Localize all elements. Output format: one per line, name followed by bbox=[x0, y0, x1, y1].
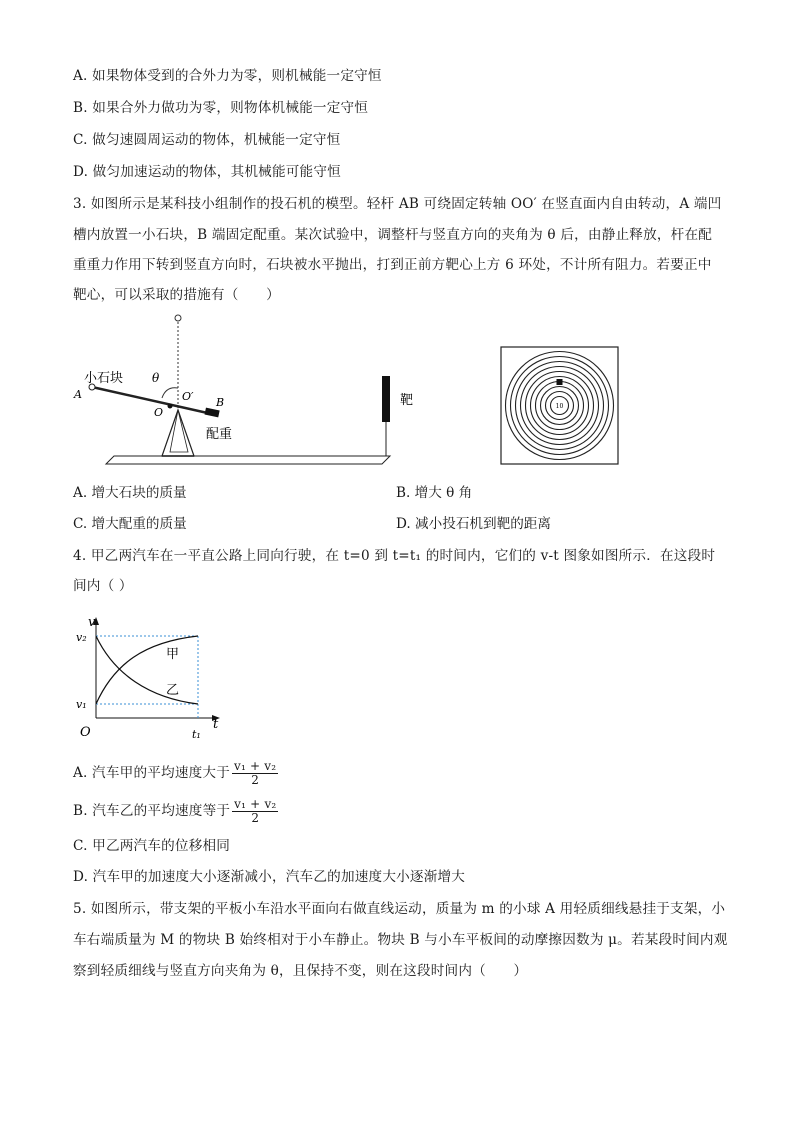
q4-stem-line-1: 4. 甲乙两汽车在一平直公路上同向行驶，在 t=0 到 t=t₁ 的时间内，它们的 v-t 图象如图所示．在这段时 bbox=[73, 548, 716, 564]
target-rings-figure bbox=[500, 346, 620, 466]
theta-arc bbox=[162, 388, 178, 398]
q4-option-b-text: B. 汽车乙的平均速度等于 bbox=[73, 803, 231, 819]
origin-label: O bbox=[80, 725, 91, 740]
target-label: 靶 bbox=[400, 393, 414, 408]
q4-option-b bbox=[73, 796, 278, 826]
support-tripod bbox=[162, 410, 194, 456]
q2-option-d: D. 做匀加速运动的物体，其机械能可能守恒 bbox=[73, 164, 341, 180]
t-axis-label: t bbox=[213, 717, 219, 732]
label-o: O bbox=[154, 406, 164, 419]
catapult-figure bbox=[70, 310, 414, 470]
fraction-numerator: v₁ + v₂ bbox=[234, 759, 277, 773]
rod-ab bbox=[92, 387, 212, 414]
counterweight-label: 配重 bbox=[206, 427, 233, 442]
pivot-point bbox=[168, 404, 173, 409]
q3-stem-line-2: 槽内放置一小石块，B 端固定配重。某次试验中，调整杆与竖直方向的夹角为 θ 后，由静止释放，杆在配 bbox=[73, 227, 713, 243]
target-center-label: 10 bbox=[555, 403, 564, 410]
fraction-denominator: 2 bbox=[251, 811, 260, 825]
q4-option-b-fraction bbox=[232, 798, 278, 825]
guide-lines bbox=[96, 636, 198, 718]
v2-label: v₂ bbox=[76, 631, 87, 644]
curve-yi bbox=[96, 636, 198, 704]
counterweight-block bbox=[205, 408, 220, 418]
q4-option-a-text: A. 汽车甲的平均速度大于 bbox=[73, 765, 230, 781]
q3-stem-line-4: 靶心，可以采取的措施有（ ） bbox=[73, 287, 280, 303]
q4-option-d: D. 汽车甲的加速度大小逐渐减小，汽车乙的加速度大小逐渐增大 bbox=[73, 869, 466, 885]
v-axis-label: v bbox=[88, 615, 96, 630]
label-a: A bbox=[74, 388, 82, 401]
q2-option-b: B. 如果合外力做功为零，则物体机械能一定守恒 bbox=[73, 100, 369, 116]
target-board bbox=[382, 376, 390, 422]
axis-top-point bbox=[175, 315, 181, 321]
vt-graph bbox=[74, 614, 234, 744]
fraction-denominator: 2 bbox=[251, 773, 260, 787]
q2-option-a: A. 如果物体受到的合外力为零，则机械能一定守恒 bbox=[73, 68, 382, 84]
curve-yi-label: 乙 bbox=[166, 683, 180, 698]
stone-label: 小石块 bbox=[84, 371, 124, 386]
q3-option-b: B. 增大 θ 角 bbox=[396, 485, 473, 501]
q3-option-d: D. 减小投石机到靶的距离 bbox=[396, 516, 551, 532]
q3-option-a: A. 增大石块的质量 bbox=[73, 485, 187, 501]
q4-option-c: C. 甲乙两汽车的位移相同 bbox=[73, 838, 231, 854]
q2-option-c: C. 做匀速圆周运动的物体，机械能一定守恒 bbox=[73, 132, 341, 148]
q4-option-a-fraction bbox=[232, 760, 278, 787]
ground-slab bbox=[106, 456, 390, 464]
v1-label: v₁ bbox=[76, 698, 87, 711]
label-b: B bbox=[216, 396, 225, 409]
q3-option-c: C. 增大配重的质量 bbox=[73, 516, 187, 532]
fraction-numerator: v₁ + v₂ bbox=[234, 797, 277, 811]
curve-jia-label: 甲 bbox=[166, 647, 180, 662]
q4-option-a bbox=[73, 758, 278, 788]
t1-label: t₁ bbox=[192, 728, 201, 741]
q5-stem-line-2: 车右端质量为 M 的物块 B 始终相对于小车静止。物块 B 与小车平板间的动摩擦因数为 μ。若某段时间内观 bbox=[73, 932, 728, 948]
curve-jia bbox=[96, 636, 198, 704]
q5-stem-line-1: 5. 如图所示，带支架的平板小车沿水平面向右做直线运动，质量为 m 的小球 A 用轻质细线悬挂于支架，小 bbox=[73, 901, 726, 917]
hit-mark bbox=[557, 379, 563, 385]
q4-stem-line-2: 间内（ ） bbox=[73, 578, 133, 594]
q3-stem-line-1: 3. 如图所示是某科技小组制作的投石机的模型。轻杆 AB 可绕固定转轴 OO′ 在竖直面内自由转动，A 端凹 bbox=[73, 196, 722, 212]
label-o-prime: O′ bbox=[182, 390, 194, 403]
q5-stem-line-3: 察到轻质细线与竖直方向夹角为 θ，且保持不变，则在这段时间内（ ） bbox=[73, 963, 528, 979]
q3-stem-line-3: 重重力作用下转到竖直方向时，石块被水平抛出，打到正前方靶心上方 6 环处，不计所有阻力。若要正中 bbox=[73, 257, 712, 273]
theta-label: θ bbox=[152, 371, 160, 385]
